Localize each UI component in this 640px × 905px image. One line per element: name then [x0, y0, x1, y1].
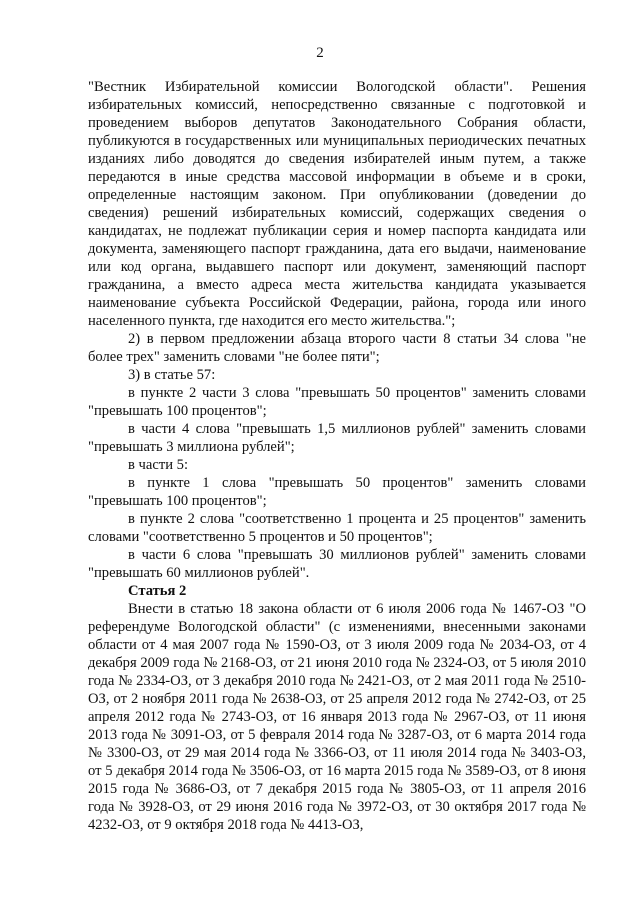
- paragraph-part5-point1: в пункте 1 слова "превышать 50 процентов" заменить словами "превышать 100 процентов";: [88, 475, 586, 509]
- paragraph-part5: в части 5:: [128, 457, 189, 473]
- paragraph-item-2: 2) в первом предложении абзаца второго части 8 статьи 34 слова "не более трех" заменить словами "не более пяти";: [88, 331, 586, 365]
- paragraph-item-3: 3) в статье 57:: [128, 367, 216, 383]
- article-heading: Статья 2: [128, 583, 187, 599]
- paragraph-part4: в части 4 слова "превышать 1,5 миллионов рублей" заменить словами "превышать 3 миллиона рублей";: [88, 421, 586, 455]
- paragraph-part6: в части 6 слова "превышать 30 миллионов рублей" заменить словами "превышать 60 миллионов рублей".: [88, 547, 586, 581]
- paragraph-continuation: "Вестник Избирательной комиссии Вологодской области". Решения избирательных комиссий, непосредственно связанные с подготовкой и проведением выборов депутатов Законодательного Собрания области, публикуются в государственных или муниципальных периодических печатных изданиях либо доводятся до сведения избирателей иным путем, а также передаются в иные средства массовой информации в объеме и в сроки, определенные настоящим законом. При опубликовании (доведении до сведения) решений избирательных комиссий, содержащих сведения о кандидатах, не подлежат публикации серия и номер паспорта кандидата или документа, заменяющего паспорт гражданина, дата его выдачи, наименование или код органа, выдавшего паспорт или документ, заменяющий паспорт гражданина, а вместо адреса места жительства кандидата указывается наименование субъекта Российской Федерации, района, города или иного населенного пункта, где находится его место жительства.";: [88, 79, 586, 329]
- page-number: 2: [316, 45, 324, 61]
- article-paragraph: Внести в статью 18 закона области от 6 июля 2006 года № 1467-ОЗ "О референдуме Вологодской области" (с изменениями, внесенными законами области от 4 мая 2007 года № 1590-ОЗ, от 3 июля 2009 года № 2034-ОЗ, от 4 декабря 2009 года № 2168-ОЗ, от 21 июня 2010 года № 2324-ОЗ, от 5 июля 2010 года № 2334-ОЗ, от 3 декабря 2010 года № 2421-ОЗ, от 2 мая 2011 года № 2510-ОЗ, от 2 ноября 2011 года № 2638-ОЗ, от 25 апреля 2012 года № 2742-ОЗ, от 25 апреля 2012 года № 2743-ОЗ, от 16 января 2013 года № 2967-ОЗ, от 11 июня 2013 года № 3091-ОЗ, от 5 февраля 2014 года № 3287-ОЗ, от 6 марта 2014 года № 3300-ОЗ, от 29 мая 2014 года № 3366-ОЗ, от 11 июля 2014 года № 3403-ОЗ, от 5 декабря 2014 года № 3506-ОЗ, от 16 марта 2015 года № 3589-ОЗ, от 8 июня 2015 года № 3686-ОЗ, от 7 декабря 2015 года № 3805-ОЗ, от 11 апреля 2016 года № 3928-ОЗ, от 29 июня 2016 года № 3972-ОЗ, от 30 октября 2017 года № 4232-ОЗ, от 9 октября 2018 года № 4413-ОЗ,: [88, 601, 586, 833]
- paragraph-part5-point2: в пункте 2 слова "соответственно 1 процента и 25 процентов" заменить словами "соответственно 5 процентов и 50 процентов";: [88, 511, 586, 545]
- document-body: [88, 78, 586, 834]
- paragraph-part3-point2: в пункте 2 части 3 слова "превышать 50 процентов" заменить словами "превышать 100 процентов";: [88, 385, 586, 419]
